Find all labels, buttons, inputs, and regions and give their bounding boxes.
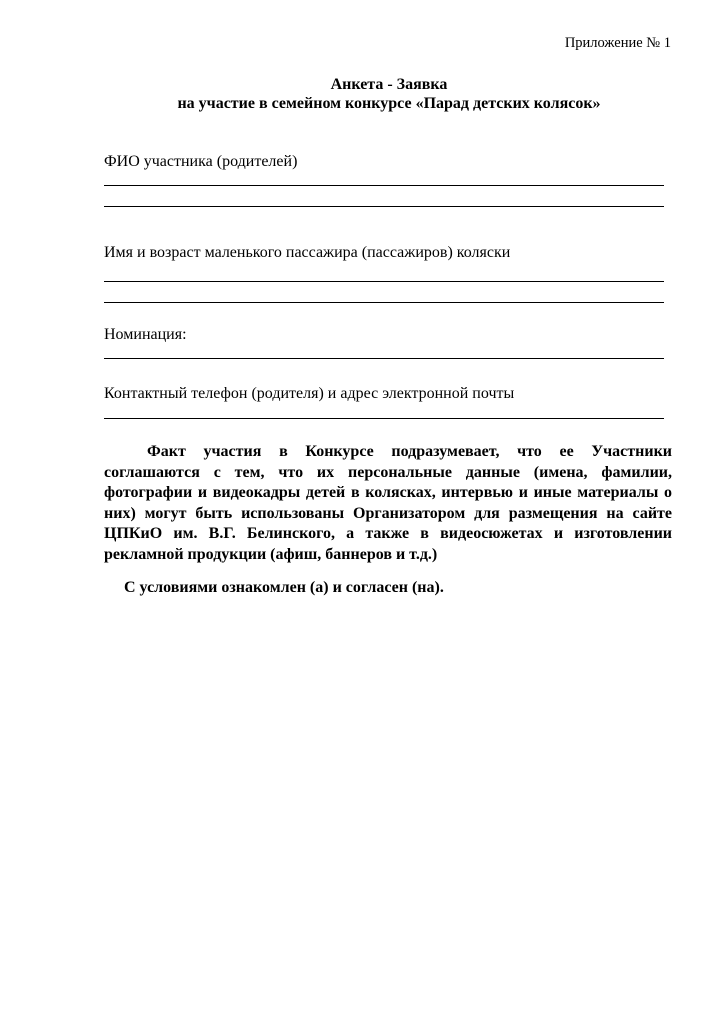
document-subtitle: на участие в семейном конкурсе «Парад детских колясок»: [177, 95, 601, 112]
consent-notice: Факт участия в Конкурсе подразумевает, что ее Участники соглашаются с тем, что их персональные данные (имена, фамилии, фотографии и видеокадры детей в колясках, интервью и иные материалы о них) могут быть использованы Организатором для размещения на сайте ЦПКиО им. В.Г. Белинского, а также в видеосюжетах и изготовлении рекламной продукции (афиш, баннеров и т.д.): [104, 443, 672, 563]
document-title: Анкета - Заявка: [330, 76, 448, 93]
passenger-label: Имя и возраст маленького пассажира (пассажиров) коляски: [104, 244, 511, 261]
contacts-line[interactable]: [104, 418, 664, 419]
nomination-label: Номинация:: [104, 326, 187, 343]
contacts-label: Контактный телефон (родителя) и адрес электронной почты: [104, 385, 515, 402]
consent-statement: С условиями ознакомлен (а) и согласен (на).: [124, 579, 444, 596]
passenger-line-2[interactable]: [104, 302, 664, 303]
appendix-number: Приложение № 1: [564, 35, 671, 51]
participant-name-line-1[interactable]: [104, 185, 664, 186]
participant-name-label: ФИО участника (родителей): [104, 153, 298, 170]
participant-name-line-2[interactable]: [104, 206, 664, 207]
nomination-line[interactable]: [104, 358, 664, 359]
passenger-line-1[interactable]: [104, 281, 664, 282]
